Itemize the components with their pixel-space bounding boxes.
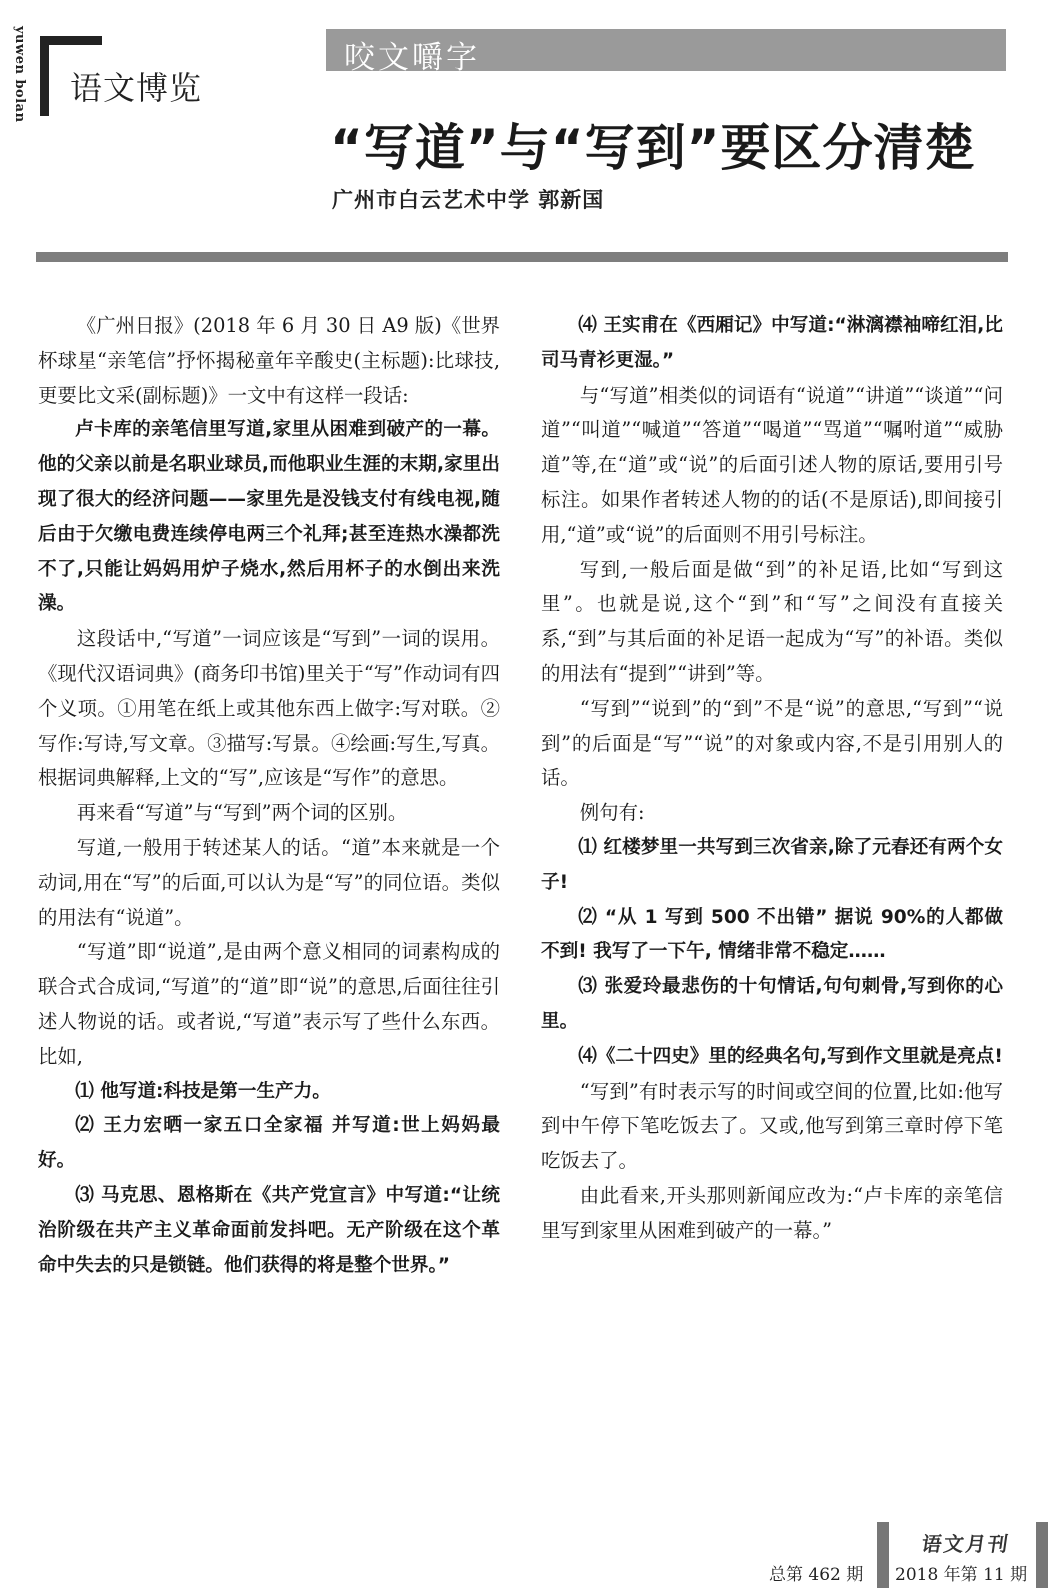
footer-bar-left xyxy=(877,1522,889,1588)
paragraph: ⑵ “从 1 写到 500 不出错” 据说 90%的人都做不到! 我写了一下午, 情绪非常不稳定…… xyxy=(541,906,1003,963)
paragraph: ⑴ 红楼梦里一共写到三次省亲,除了元春还有两个女子! xyxy=(541,836,1003,893)
issue-number: 2018 年第 11 期 xyxy=(895,1565,1028,1585)
section-banner xyxy=(326,29,1006,76)
paragraph: 与“写道”相类似的词语有“说道”“讲道”“谈道”“问道”“叫道”“喊道”“答道”“喝道”“骂道”“嘱咐道”“威胁道”等,在“道”或“说”的后面引述人物的原话,要用引号标注。如果作者转述人物的的话(不是原话),即间接引用,“道”或“说”的后面则不用引号标注。 xyxy=(541,383,1003,546)
paragraph: ⑷《二十四史》里的经典名句,写到作文里就是亮点! xyxy=(578,1045,1003,1067)
paragraph: “写到”“说到”的“到”不是“说”的意思,“写到”“说到”的后面是“写”“说”的对象或内容,不是引用别人的话。 xyxy=(541,696,1003,790)
header-divider xyxy=(36,252,1008,262)
right-column xyxy=(541,309,1003,1249)
paragraph: 卢卡库的亲笔信里写道,家里从困难到破产的一幕。他的父亲以前是名职业球员,而他职业生涯的末期,家里出现了很大的经济问题——家里先是没钱支付有线电视,随后由于欠缴电费连续停电两三个礼拜;甚至连热水澡都洗不了,只能让妈妈用炉子烧水,然后用杯子的水倒出来洗澡。 xyxy=(38,419,500,615)
total-issue-number: 总第 462 期 xyxy=(769,1565,864,1585)
section-label: 咬文嚼字 xyxy=(344,40,480,76)
column-pinyin: yuwen bolan xyxy=(12,26,27,123)
magazine-logo: 语文月刊 xyxy=(920,1532,1012,1556)
paragraph: ⑶ 马克思、恩格斯在《共产党宣言》中写道:“让统治阶级在共产主义革命面前发抖吧。无产阶级在这个革命中失去的只是锁链。他们获得的将是整个世界。” xyxy=(38,1184,500,1276)
paragraph: 例句有: xyxy=(579,801,645,825)
paragraph: ⑵ 王力宏晒一家五口全家福 并写道:世上妈妈最好。 xyxy=(38,1115,500,1172)
paragraph: “写到”有时表示写的时间或空间的位置,比如:他写到中午停下笔吃饭去了。又或,他写到第三章时停下笔吃饭去了。 xyxy=(541,1079,1003,1173)
left-column xyxy=(38,309,500,1283)
paragraph: ⑶ 张爱玲最悲伤的十句情话,句句刺骨,写到你的心里。 xyxy=(541,976,1003,1032)
paragraph: 这段话中,“写道”一词应该是“写到”一词的误用。《现代汉语词典》(商务印书馆)里关于“写”作动词有四个义项。①用笔在纸上或其他东西上做字:写对联。②写作:写诗,写文章。③描写:写景。④绘画:写生,写真。根据词典解释,上文的“写”,应该是“写作”的意思。 xyxy=(38,627,500,790)
footer-bar-right xyxy=(1036,1522,1048,1588)
paragraph: ⑷ 王实甫在《西厢记》中写道:“淋漓襟袖啼红泪,比司马青衫更湿。” xyxy=(541,315,1003,371)
author-byline: 广州市白云艺术中学 郭新国 xyxy=(332,188,605,212)
paragraph: 写到,一般后面是做“到”的补足语,比如“写到这里”。也就是说,这个“到”和“写”之间没有直接关系,“到”与其后面的补足语一起成为“写”的补语。类似的用法有“提到”“讲到”等。 xyxy=(541,557,1003,685)
article-title: “写道”与“写到”要区分清楚 xyxy=(330,119,976,177)
column-name: 语文博览 xyxy=(70,69,203,107)
paragraph: 《广州日报》(2018 年 6 月 30 日 A9 版)《世界杯球星“亲笔信”抒怀揭秘童年辛酸史(主标题):比球技,更要比文采(副标题)》一文中有这样一段话: xyxy=(38,314,500,407)
paragraph: 由此看来,开头那则新闻应改为:“卢卡库的亲笔信里写到家里从困难到破产的一幕。” xyxy=(541,1183,1003,1242)
paragraph: ⑴ 他写道:科技是第一生产力。 xyxy=(75,1080,331,1102)
paragraph: 写道,一般用于转述某人的话。“道”本来就是一个动词,用在“写”的后面,可以认为是“写”的同位语。类似的用法有“说道”。 xyxy=(38,835,500,929)
paragraph: 再来看“写道”与“写到”两个词的区别。 xyxy=(76,801,408,825)
paragraph: “写道”即“说道”,是由两个意义相同的词素构成的联合式合成词,“写道”的“道”即“说”的意思,后面往往引述人物说的话。或者说,“写道”表示写了些什么东西。比如, xyxy=(38,940,500,1068)
